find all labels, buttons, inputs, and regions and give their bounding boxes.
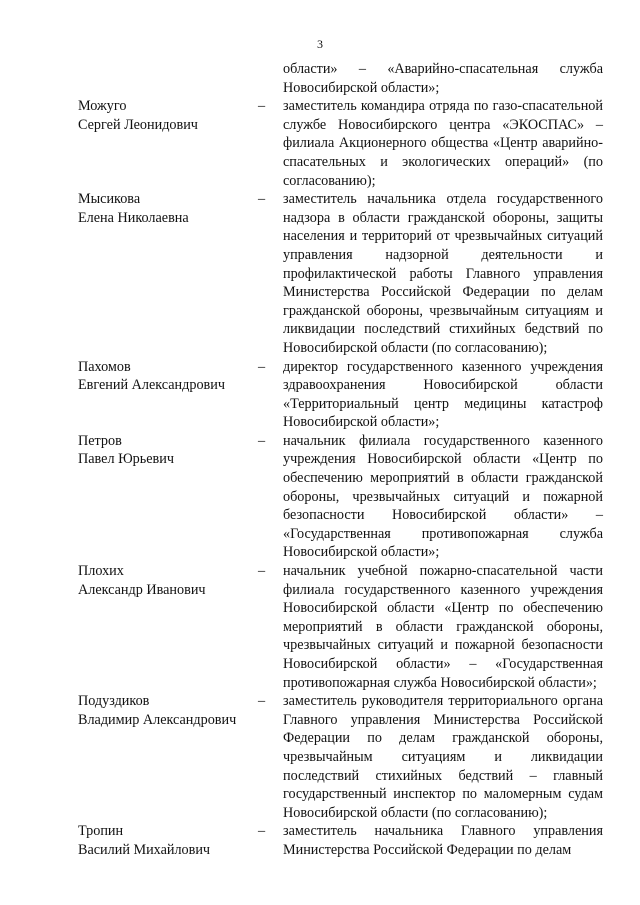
member-entry-plokhikh	[78, 562, 603, 692]
separator-dash: –	[258, 191, 266, 208]
member-role: заместитель начальника отдела государственного надзора в области гражданской обороны, защиты населения и территорий от чрезвычайных ситуаций управления надзорной деятельности и профилактической работы Главного управления Министерства Российской Федерации по делам гражданской обороны, чрезвычайным ситуациям и ликвидации последствий стихийных бедствий по Новосибирской области (по согласованию);	[283, 191, 603, 356]
member-entry-pakhomov	[78, 358, 603, 432]
member-entry-petrov	[78, 432, 603, 562]
separator-dash: –	[258, 563, 266, 580]
member-entry-mozhugo	[78, 97, 603, 190]
member-role: заместитель начальника Главного управления Министерства Российской Федерации по делам	[283, 823, 603, 858]
member-given-name: Александр Иванович	[78, 581, 206, 598]
member-name	[78, 358, 258, 395]
member-surname: Мысикова	[78, 191, 141, 208]
separator-dash: –	[258, 693, 266, 710]
member-name	[78, 822, 258, 859]
separator-dash: –	[258, 358, 266, 375]
page-number: 3	[317, 37, 323, 51]
member-entry-mysikova	[78, 190, 603, 357]
member-surname: Петров	[78, 432, 122, 449]
member-name	[78, 692, 258, 729]
continued-role-text: области» – «Аварийно-спасательная служба Новосибирской области»;	[283, 61, 603, 96]
member-surname: Подуздиков	[78, 693, 150, 710]
member-surname: Можуго	[78, 98, 127, 115]
member-entry-poduzdikov	[78, 692, 603, 822]
member-name	[78, 432, 258, 469]
member-given-name: Владимир Александрович	[78, 711, 237, 728]
member-entry-tropin	[78, 822, 603, 859]
members-list	[78, 60, 603, 860]
separator-dash: –	[258, 98, 266, 115]
member-given-name: Василий Михайлович	[78, 841, 211, 858]
member-surname: Тропин	[78, 823, 124, 840]
member-given-name: Сергей Леонидович	[78, 116, 198, 133]
separator-dash: –	[258, 823, 266, 840]
member-given-name: Павел Юрьевич	[78, 451, 174, 468]
member-given-name: Евгений Александрович	[78, 377, 225, 394]
member-role: директор государственного казенного учреждения здравоохранения Новосибирской области «Территориальный центр медицины катастроф Новосибирской области»;	[283, 358, 603, 431]
member-given-name: Елена Николаевна	[78, 209, 189, 226]
member-role: заместитель руководителя территориального органа Главного управления Министерства Российской Федерации по делам гражданской обороны, чрезвычайным ситуациям и ликвидации последствий стихийных бедствий – главный государственный инспектор по маломерным судам Новосибирской области (по согласованию);	[283, 693, 603, 821]
member-name	[78, 97, 258, 134]
member-role: заместитель командира отряда по газо-спасательной службе Новосибирского центра «ЭКОСПАС» – филиала Акционерного общества «Центр аварийно-спасательных и экологических операций» (по согласованию);	[283, 98, 603, 189]
member-role: начальник учебной пожарно-спасательной части филиала государственного казенного учреждения Новосибирской области «Центр по обеспечению мероприятий в области гражданской обороны, чрезвычайных ситуаций и пожарной безопасности Новосибирской области» – «Государственная противопожарная служба Новосибирской области»;	[283, 563, 603, 691]
member-name	[78, 190, 258, 227]
separator-dash: –	[258, 432, 266, 449]
member-surname: Пахомов	[78, 358, 131, 375]
member-name	[78, 562, 258, 599]
member-role: начальник филиала государственного казенного учреждения Новосибирской области «Центр по обеспечению мероприятий в области гражданской обороны, чрезвычайных ситуаций и пожарной безопасности Новосибирской области» – «Государственная противопожарная служба Новосибирской области»;	[283, 432, 603, 561]
member-surname: Плохих	[78, 563, 124, 580]
